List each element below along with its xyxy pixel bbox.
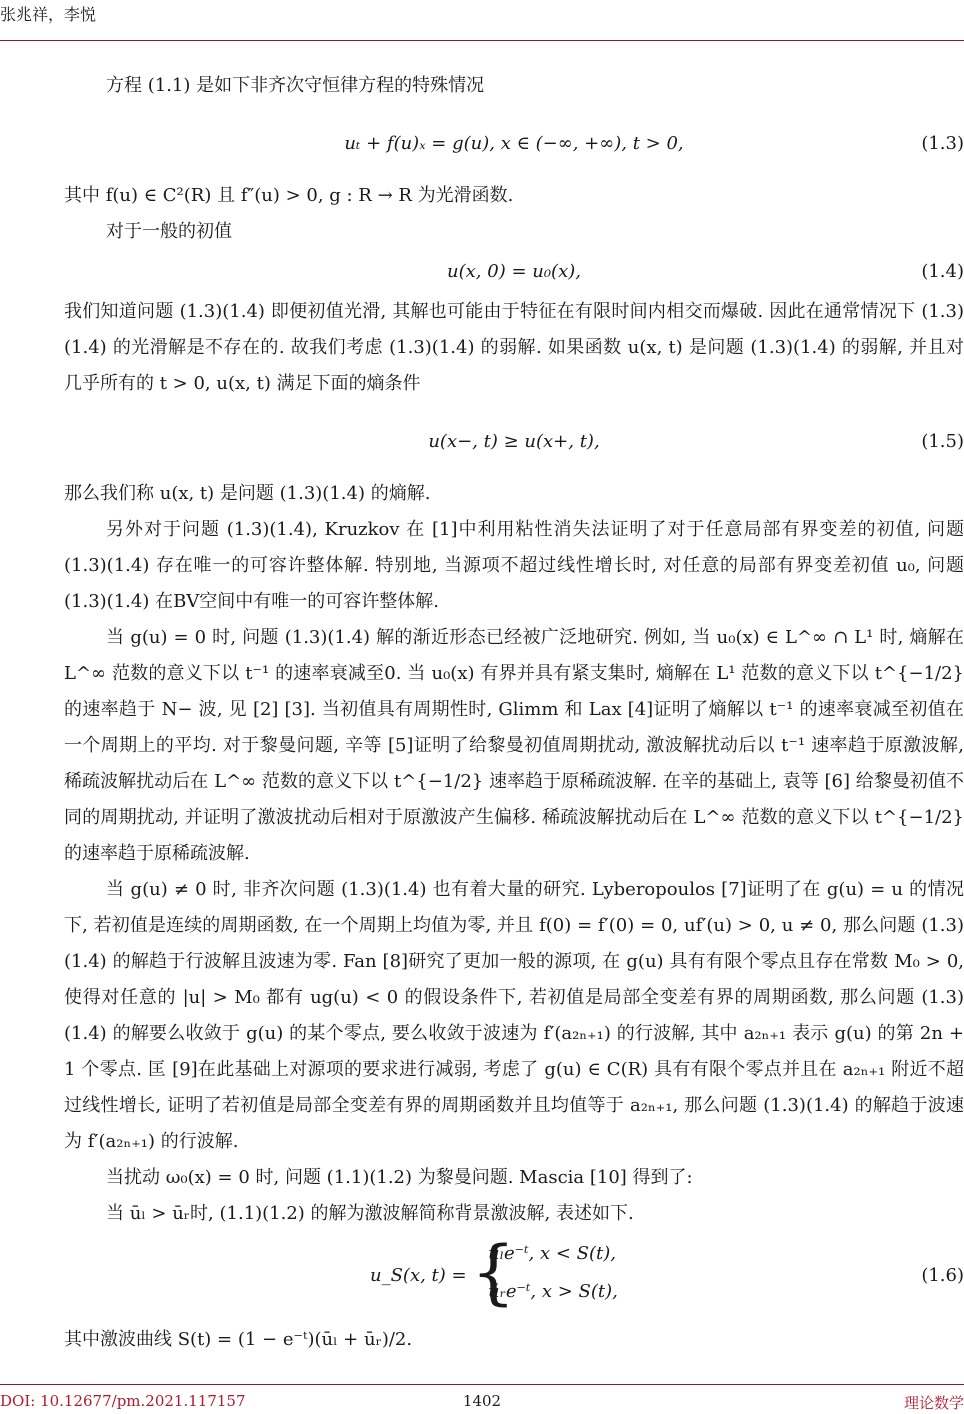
page-number: 1402 [462,1392,502,1410]
equation-1-5 [64,424,964,460]
paragraph: 那么我们称 u(x, t) 是问题 (1.3)(1.4) 的熵解. [64,483,431,504]
equation-1-4 [64,254,964,290]
paragraph: 我们知道问题 (1.3)(1.4) 即便初值光滑, 其解也可能由于特征在有限时间内相交而爆破. 因此在通常情况下 (1.3)(1.4) 的光滑解是不存在的. 故我们考虑 (1.3)(1.4) 的弱解. 如果函数 u(x, t) 是问题 (1.3)(1.4) 的弱解, 并且对几乎所有的 t > 0, u(x, t) 满足下面的熵条件 [64,301,964,394]
equation-number: (1.5) [921,431,964,452]
footer-rule [0,1384,964,1385]
equation-case: ūₗe⁻ᵗ, x < S(t), [488,1243,617,1264]
equation-lhs: u_S(x, t) = [370,1265,467,1286]
left-brace-glyph: { [471,1231,516,1313]
paragraph: 其中激波曲线 S(t) = (1 − e⁻ᵗ)(ūₗ + ūᵣ)/2. [64,1329,413,1350]
page-footer [0,1384,964,1414]
header-rule [0,40,964,41]
paragraph: 方程 (1.1) 是如下非齐次守恒律方程的特殊情况 [106,75,485,96]
journal-name[interactable]: 理论数学 [903,1394,964,1412]
page-header [0,0,964,40]
equation-number: (1.4) [921,261,964,282]
paragraph: 其中 f(u) ∈ C²(R) 且 f″(u) > 0, g : R → R 为光滑函数. [64,185,514,206]
doi-link[interactable]: DOI: 10.12677/pm.2021.117157 [0,1392,246,1410]
paragraph: 当扰动 ω₀(x) = 0 时, 问题 (1.1)(1.2) 为黎曼问题. Mascia [10] 得到了: [106,1167,693,1188]
paragraph: 另外对于问题 (1.3)(1.4), Kruzkov 在 [1]中利用粘性消失法证明了对于任意局部有界变差的初值, 问题 (1.3)(1.4) 存在唯一的可容许整体解. 特别地, 当源项不超过线性增长时, 对任意的局部有界变差初值 u₀, 问题 (1.3)(1.4) 在BV空间中有唯一的可容许整体解. [64,519,964,612]
paper-body [64,68,964,1358]
equation-1-3 [64,126,964,162]
equation-formula: u(x−, t) ≥ u(x+, t), [428,431,600,452]
equation-case: ūᵣe⁻ᵗ, x > S(t), [488,1281,618,1302]
paragraph: 当 ūₗ > ūᵣ时, (1.1)(1.2) 的解为激波解简称背景激波解, 表述如下. [106,1203,634,1224]
equation-formula: u(x, 0) = u₀(x), [447,261,581,282]
paragraph: 当 g(u) ≠ 0 时, 非齐次问题 (1.3)(1.4) 也有着大量的研究. Lyberopoulos [7]证明了在 g(u) = u 的情况下, 若初值是连续的周期函数, 在一个周期上均值为零, 并且 f(0) = f′(0) = 0, uf′(u) > 0, u ≠ 0, 那么问题 (1.3)(1.4) 的解趋于行波解且波速为零. Fan [8]研究了更加一般的源项, 在 g(u) 具有有限个零点且存在常数 M₀ > 0, 使得对任意的 |u| > M₀ 都有 ug(u) < 0 的假设条件下, 若初值是局部全变差有界的周期函数, 那么问题 (1.3)(1.4) 的解要么收敛于 g(u) 的某个零点, 要么收敛于波速为 f′(a₂ₙ₊₁) 的行波解, 其中 a₂ₙ₊₁ 表示 g(u) 的第 2n + 1 个零点. 匡 [9]在此基础上对源项的要求进行减弱, 考虑了 g(u) ∈ C(R) 具有有限个零点并且在 a₂ₙ₊₁ 附近不超过线性增长, 证明了若初值是局部全变差有界的周期函数并且均值等于 a₂ₙ₊₁, 那么问题 (1.3)(1.4) 的解趋于波速为 f′(a₂ₙ₊₁) 的行波解. [64,879,964,1152]
equation-number: (1.6) [921,1265,964,1286]
paragraph: 对于一般的初值 [106,221,232,242]
paragraph: 当 g(u) = 0 时, 问题 (1.3)(1.4) 解的渐近形态已经被广泛地研究. 例如, 当 u₀(x) ∈ L^∞ ∩ L¹ 时, 熵解在 L^∞ 范数的意义下以 t⁻¹ 的速率衰减至0. 当 u₀(x) 有界并具有紧支集时, 熵解在 L¹ 范数的意义下以 t^{−1/2} 的速率趋于 N− 波, 见 [2] [3]. 当初值具有周期性时, Glimm 和 Lax [4]证明了熵解以 t⁻¹ 的速率衰减至初值在一个周期上的平均. 对于黎曼问题, 辛等 [5]证明了给黎曼初值周期扰动, 激波解扰动后以 t⁻¹ 速率趋于原激波解, 稀疏波解扰动后在 L^∞ 范数的意义下以 t^{−1/2} 速率趋于原稀疏波解. 在辛的基础上, 袁等 [6] 给黎曼初值不同的周期扰动, 并证明了激波扰动后相对于原激波产生偏移. 稀疏波解扰动后在 L^∞ 范数的意义下以 t^{−1/2} 的速率趋于原稀疏波解. [64,627,964,864]
equation-1-6 [64,1231,964,1316]
running-head-authors: 张兆祥，李悦 [0,5,97,24]
equation-formula: uₜ + f(u)ₓ = g(u), x ∈ (−∞, +∞), t > 0, [344,133,684,154]
equation-number: (1.3) [921,133,964,154]
